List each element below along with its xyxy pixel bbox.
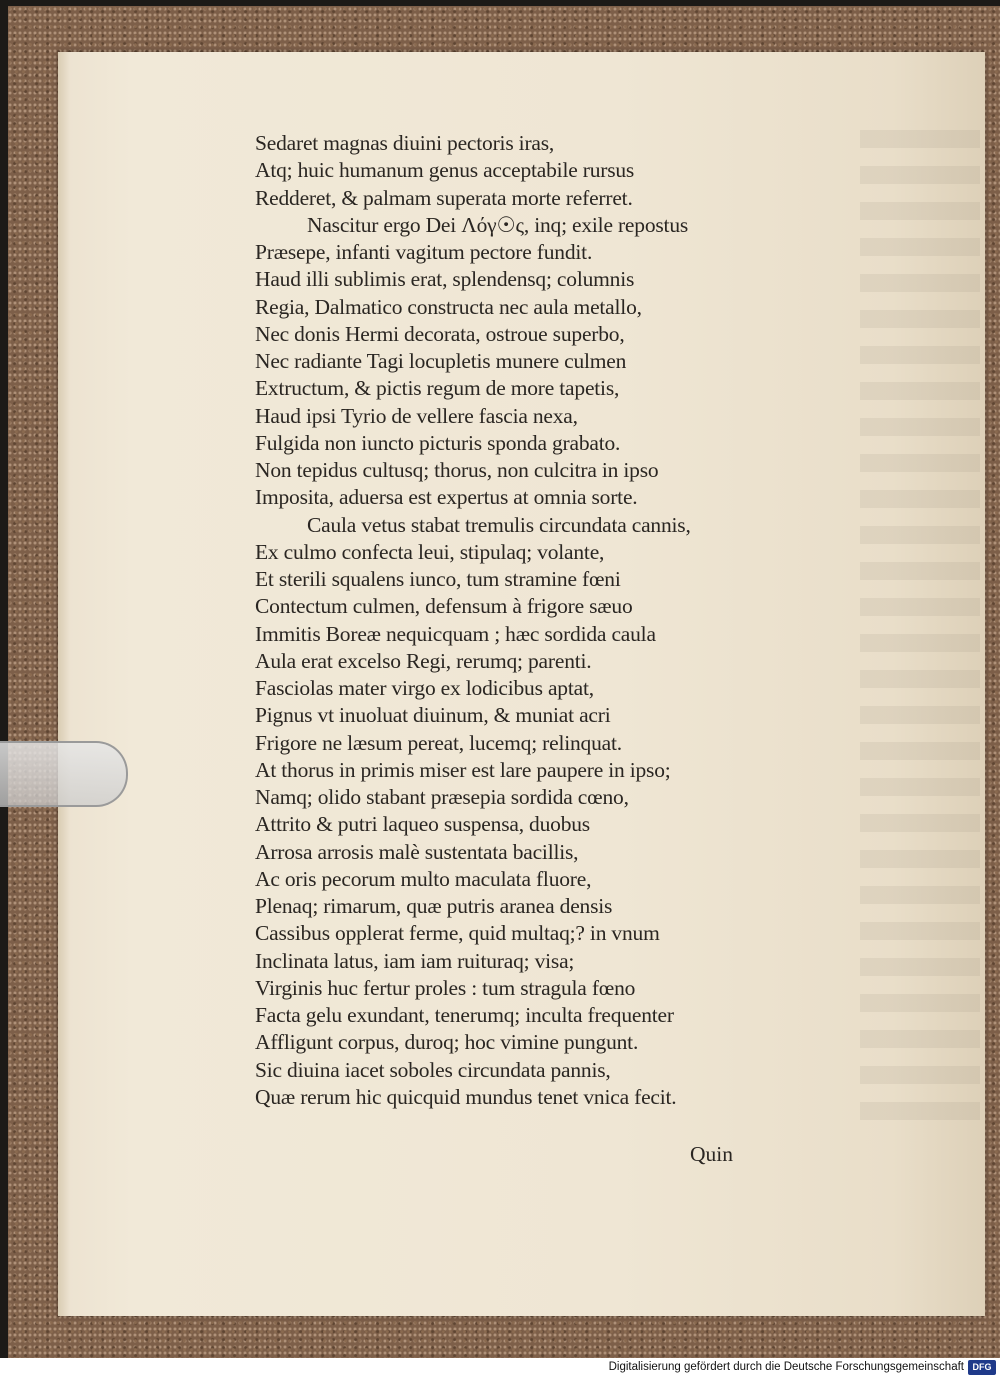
text-line: Arrosa arrosis malè sustentata bacillis,: [255, 839, 579, 864]
text-line: Haud ipsi Tyrio de vellere fascia nexa,: [255, 403, 578, 428]
page-gutter-shadow: [58, 52, 70, 1316]
text-line: Facta gelu exundant, tenerumq; inculta frequenter: [255, 1003, 674, 1027]
text-line: Contectum culmen, defensum à frigore sæuo: [255, 594, 633, 619]
text-line: Caula vetus stabat tremulis circundata cannis,: [307, 512, 691, 537]
page-holder-clip: [0, 741, 128, 807]
text-line: Sic diuina iacet soboles circundata pannis,: [255, 1057, 611, 1082]
text-line: Aula erat excelso Regi, rerumq; parenti.: [255, 648, 592, 673]
funding-credit: Digitalisierung gefördert durch die Deutsche Forschungsgemeinschaft: [608, 1361, 964, 1373]
text-line: Cassibus opplerat ferme, quid multaq;? in vnum: [255, 921, 660, 946]
text-line: Atq; huic humanum genus acceptabile rursus: [255, 158, 635, 183]
text-line: Namq; olido stabant præsepia sordida cœno,: [255, 785, 629, 809]
text-line: Nec donis Hermi decorata, ostroue superbo,: [255, 321, 625, 346]
catchword: Quin: [690, 1142, 733, 1166]
text-line: Immitis Boreæ nequicquam ; hæc sordida caula: [255, 621, 656, 646]
text-line: Attrito & putri laqueo suspensa, duobus: [255, 812, 590, 837]
text-line: At thorus in primis miser est lare paupere in ipso;: [255, 757, 671, 782]
text-line: Et sterili squalens iunco, tum stramine fœni: [255, 567, 621, 591]
text-line: Imposita, aduersa est expertus at omnia sorte.: [255, 485, 638, 510]
text-line: Frigore ne læsum pereat, lucemq; relinquat.: [255, 730, 622, 755]
text-line: Extructum, & pictis regum de more tapetis,: [255, 376, 620, 401]
text-line: Regia, Dalmatico constructa nec aula metallo,: [255, 294, 642, 319]
text-line: Virginis huc fertur proles : tum stragula fœno: [255, 975, 636, 1000]
text-line: Ac oris pecorum multo maculata fluore,: [255, 866, 592, 891]
text-line: Fulgida non iuncto picturis sponda grabato.: [255, 430, 621, 455]
text-line: Haud illi sublimis erat, splendensq; columnis: [255, 267, 635, 292]
text-line: Inclinata latus, iam iam ruituraq; visa;: [255, 948, 575, 973]
text-line: Affligunt corpus, duroq; hoc vimine pungunt.: [255, 1030, 639, 1055]
text-line: Sedaret magnas diuini pectoris iras,: [255, 131, 555, 155]
text-line: Plenaq; rimarum, quæ putris aranea densis: [255, 894, 613, 918]
text-line: Redderet, & palmam superata morte referret.: [255, 185, 633, 210]
dfg-logo-icon: DFG: [968, 1360, 996, 1375]
text-line: Fasciolas mater virgo ex lodicibus aptat,: [255, 676, 594, 700]
text-line: Nec radiante Tagi locupletis munere culmen: [255, 349, 627, 373]
text-line: Ex culmo confecta leui, stipulaq; volante,: [255, 539, 605, 564]
text-line: Nascitur ergo Dei Λόγ☉ς, inq; exile repostus: [307, 212, 689, 237]
text-line: Pignus vt inuoluat diuinum, & muniat acri: [255, 703, 611, 728]
footer-bar: [0, 1358, 1000, 1379]
poem-text-block: [255, 130, 775, 1111]
text-line: Præsepe, infanti vagitum pectore fundit.: [255, 240, 593, 264]
text-line: Non tepidus cultusq; thorus, non culcitra in ipso: [255, 458, 659, 482]
show-through-text: [860, 130, 980, 1130]
text-line: Quæ rerum hic quicquid mundus tenet vnica fecit.: [255, 1084, 677, 1109]
